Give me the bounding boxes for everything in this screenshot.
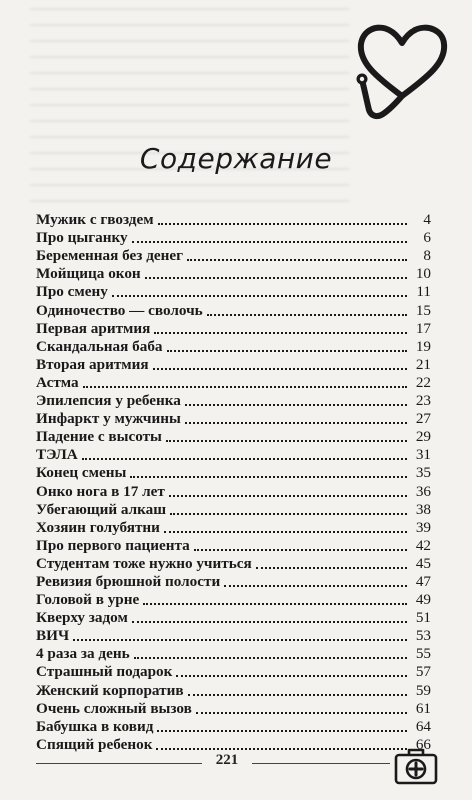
toc-entry [36,573,431,591]
toc-leader-dots [158,223,407,225]
toc-entry [36,501,431,519]
toc-entry [36,338,431,356]
toc-entry-title: Беременная без денег [36,247,184,265]
toc-entry-page: 17 [415,319,431,337]
toc-entry-page: 19 [415,337,431,355]
toc-leader-dots [143,603,407,605]
toc-entry-title: Ревизия брюшной полости [36,572,221,590]
toc-entry-title: Астма [36,373,79,391]
toc-entry [36,681,431,699]
toc-leader-dots [132,621,407,623]
toc-entry-title: Женский корпоратив [36,681,184,699]
toc-entry [36,392,431,410]
page-number: 221 [215,752,239,768]
toc-entry [36,320,431,338]
toc-leader-dots [188,694,407,696]
table-of-contents [36,211,431,754]
toc-leader-dots [112,295,407,297]
toc-leader-dots [167,350,407,352]
toc-entry-title: Спящий ребенок [36,735,153,753]
toc-entry-title: Одиночество — сволочь [36,301,203,319]
toc-leader-dots [187,259,407,261]
toc-entry-title: Про первого пациента [36,536,190,554]
toc-entry-page: 49 [415,591,431,609]
toc-entry-page: 59 [415,681,431,699]
toc-entry-page: 35 [415,464,431,482]
toc-entry-page: 53 [415,627,431,645]
toc-entry [36,283,431,301]
toc-entry-title: Первая аритмия [36,319,151,337]
toc-leader-dots [130,476,407,478]
toc-leader-dots [207,314,407,316]
toc-entry [36,645,431,663]
toc-entry-title: Падение с высоты [36,428,162,446]
toc-entry-title: Мойщица окон [36,265,141,283]
toc-entry [36,247,431,265]
toc-entry-page: 4 [423,211,431,229]
toc-leader-dots [164,531,407,533]
toc-leader-dots [166,440,407,442]
toc-entry-page: 55 [415,645,431,663]
toc-entry-page: 29 [415,428,431,446]
toc-entry-page: 11 [416,283,431,301]
toc-entry-page: 8 [423,247,431,265]
toc-leader-dots [256,567,407,569]
toc-entry [36,356,431,374]
toc-entry [36,519,431,537]
toc-entry [36,211,431,229]
first-aid-kit-icon [392,746,440,786]
toc-leader-dots [169,495,407,497]
toc-entry-title: Очень сложный вызов [36,699,192,717]
toc-entry [36,537,431,555]
toc-entry-title: Мужик с гвоздем [36,211,154,229]
toc-entry [36,482,431,500]
toc-entry [36,609,431,627]
toc-leader-dots [145,277,407,279]
toc-entry-title: Вторая аритмия [36,355,149,373]
toc-leader-dots [194,549,407,551]
toc-leader-dots [196,712,407,714]
toc-entry-title: Инфаркт у мужчины [36,410,181,428]
toc-entry-page: 6 [423,229,431,247]
toc-entry-page: 27 [415,410,431,428]
toc-entry-title: Студентам тоже нужно учиться [36,554,252,572]
toc-entry [36,265,431,283]
toc-entry [36,229,431,247]
toc-entry-page: 10 [415,265,431,283]
toc-entry-title: 4 раза за день [36,645,130,663]
toc-entry-page: 66 [415,735,431,753]
toc-entry [36,718,431,736]
toc-entry-title: Конец смены [36,464,127,482]
toc-leader-dots [73,639,407,641]
toc-entry [36,700,431,718]
toc-entry-page: 51 [415,609,431,627]
toc-entry [36,663,431,681]
toc-entry-page: 22 [415,373,431,391]
toc-leader-dots [224,585,407,587]
toc-leader-dots [185,422,407,424]
toc-entry [36,464,431,482]
toc-leader-dots [82,458,407,460]
toc-leader-dots [156,748,407,750]
toc-entry-page: 31 [415,446,431,464]
toc-entry [36,591,431,609]
toc-leader-dots [134,657,407,659]
toc-entry-title: Кверху задом [36,609,128,627]
toc-entry-title: Бабушка в ковид [36,717,154,735]
toc-leader-dots [83,386,407,388]
heart-stethoscope-icon [345,14,460,129]
toc-entry [36,555,431,573]
toc-entry-page: 47 [415,572,431,590]
toc-leader-dots [170,513,407,515]
toc-entry-page: 57 [415,663,431,681]
toc-leader-dots [176,675,407,677]
toc-entry-title: Убегающий алкаш [36,500,167,518]
toc-entry-page: 36 [415,482,431,500]
toc-entry [36,446,431,464]
toc-entry [36,428,431,446]
toc-entry-page: 45 [415,554,431,572]
toc-entry-title: Страшный подарок [36,663,173,681]
toc-entry-page: 42 [415,536,431,554]
toc-entry-title: Головой в урне [36,591,140,609]
toc-entry-page: 23 [415,392,431,410]
toc-leader-dots [154,332,407,334]
toc-entry-title: ТЭЛА [36,446,78,464]
toc-leader-dots [153,368,407,370]
toc-entry-title: Хозяин голубятни [36,518,160,536]
toc-entry [36,410,431,428]
toc-entry-page: 64 [415,717,431,735]
toc-entry-title: Эпилепсия у ребенка [36,392,181,410]
toc-leader-dots [132,241,407,243]
toc-entry-title: Скандальная баба [36,337,163,355]
toc-entry-title: ВИЧ [36,627,70,645]
toc-entry-page: 15 [415,301,431,319]
toc-entry-title: Про цыганку [36,229,128,247]
toc-entry-title: Про смену [36,283,108,301]
toc-entry [36,374,431,392]
toc-entry-page: 39 [415,518,431,536]
toc-entry-page: 21 [415,355,431,373]
show-through-text [30,8,350,208]
toc-entry-page: 61 [415,699,431,717]
footer-rule-left [36,763,202,764]
toc-entry [36,301,431,319]
footer-rule-right [252,763,390,764]
toc-entry [36,627,431,645]
page-title: Содержание [139,142,333,175]
toc-entry-page: 38 [415,500,431,518]
toc-leader-dots [157,730,407,732]
toc-entry-title: Онко нога в 17 лет [36,482,165,500]
toc-leader-dots [185,404,407,406]
